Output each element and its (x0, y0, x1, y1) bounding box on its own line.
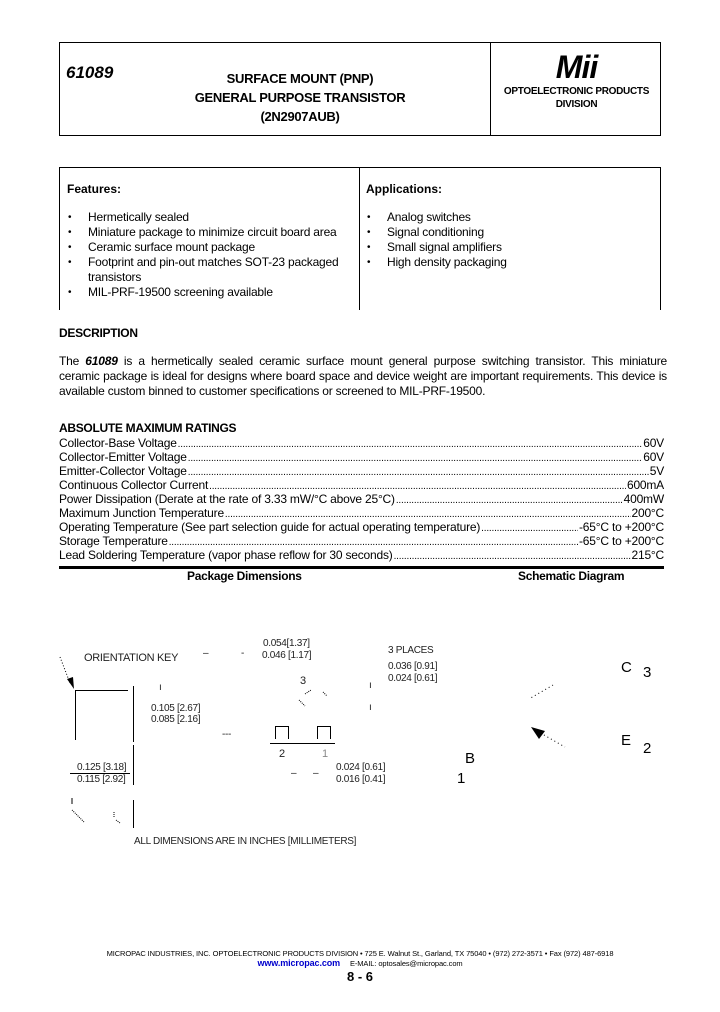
description-heading: DESCRIPTION (59, 326, 138, 340)
features-list (66, 210, 351, 300)
pad-1-outline (317, 726, 318, 739)
rating-row (59, 506, 664, 520)
collector-label: C (621, 659, 632, 676)
rating-label: Power Dissipation (Derate at the rate of 3.33 mW/°C above 25°C) (59, 492, 395, 506)
description-prefix: The (59, 354, 86, 368)
base-pin: 1 (457, 770, 466, 787)
applications-list (365, 210, 655, 270)
title-line-2: GENERAL PURPOSE TRANSISTOR (194, 90, 406, 105)
dim-arrow-left: – (203, 648, 209, 659)
emitter-pin: 2 (643, 740, 652, 757)
pad-1-outline (330, 726, 331, 739)
pin-3-label: 3 (300, 675, 306, 687)
ratings-heading: ABSOLUTE MAXIMUM RATINGS (59, 421, 237, 435)
rating-value: -65°C to +200°C (579, 520, 664, 534)
features-title: Features: (67, 182, 122, 196)
dim-height-max: 0.105 [2.67] (151, 703, 201, 714)
dim-top-max: 0.054[1.37] (263, 638, 310, 649)
applications-title: Applications: (366, 182, 443, 196)
feature-item: • Miniature package to minimize circuit board area (66, 225, 351, 240)
pin-1-label: 1 (322, 748, 328, 760)
collector-pin: 3 (643, 664, 652, 681)
dimensions-note: ALL DIMENSIONS ARE IN INCHES [MILLIMETERS] (134, 836, 357, 847)
title-line-3: (2N2907AUB) (260, 109, 340, 124)
package-base-line (270, 743, 335, 744)
rating-row (59, 492, 664, 506)
title-line-1: SURFACE MOUNT (PNP) (226, 71, 374, 86)
pad-2-outline (275, 726, 276, 739)
center-dash: --- (222, 729, 232, 740)
email-link[interactable]: optosales@micropac.com (378, 959, 463, 968)
rating-value: 200°C (631, 506, 664, 520)
logo-sub-line-2: DIVISION (555, 99, 598, 110)
leader-dots (396, 494, 623, 508)
rating-row (59, 478, 664, 492)
rating-value: 400mW (623, 492, 664, 506)
places-label: 3 PLACES (388, 645, 434, 656)
pad-2-outline (288, 726, 289, 739)
dim-width-max: 0.125 [3.18] (77, 762, 127, 773)
description-text (59, 354, 667, 399)
base-label: B (465, 750, 476, 767)
rating-row (59, 450, 664, 464)
package-outline-right-3 (133, 800, 134, 828)
pad-3-hatch-icon (295, 688, 335, 718)
rating-label: Collector-Base Voltage (59, 436, 177, 450)
company-logo (491, 43, 662, 135)
rating-value: 60V (643, 450, 664, 464)
logo-sub-line-1: OPTOELECTRONIC PRODUCTS (503, 86, 650, 97)
rating-label: Emitter-Collector Voltage (59, 464, 187, 478)
application-item: • High density packaging (365, 255, 655, 270)
document-title (155, 69, 445, 126)
part-number: 61089 (66, 63, 114, 82)
email-label: E-MAIL: (349, 959, 377, 968)
dim-width-min: 0.115 [2.92] (77, 774, 126, 785)
footer-contact (0, 958, 720, 968)
feature-item: • Hermetically sealed (66, 210, 351, 225)
rating-value: 600mA (626, 478, 664, 492)
application-item: • Signal conditioning (365, 225, 655, 240)
dim-pad-max: 0.036 [0.91] (388, 661, 438, 672)
features-divider (359, 168, 360, 310)
package-outline-right-2 (133, 745, 134, 785)
schematic-heading: Schematic Diagram (518, 569, 625, 583)
orientation-arrow-icon (58, 655, 82, 695)
package-outline-top (75, 690, 128, 691)
rating-label: Maximum Junction Temperature (59, 506, 224, 520)
rating-value: -65°C to +200°C (579, 534, 664, 548)
rating-label: Lead Soldering Temperature (vapor phase reflow for 30 seconds) (59, 548, 393, 562)
feature-item: • MIL-PRF-19500 screening available (66, 285, 351, 300)
application-item: • Small signal amplifiers (365, 240, 655, 255)
rating-label: Continuous Collector Current (59, 478, 209, 492)
rating-row (59, 520, 664, 534)
rating-row (59, 548, 664, 562)
dim-arrow-left: – (291, 768, 297, 779)
dim-gap-min: 0.016 [0.41] (336, 774, 386, 785)
rating-label: Storage Temperature (59, 534, 168, 548)
package-dimensions-heading: Package Dimensions (187, 569, 302, 583)
feature-item: • Footprint and pin-out matches SOT-23 packaged transistors (66, 255, 351, 285)
page-number: 8 - 6 (346, 969, 373, 984)
logo-mark: Mii (555, 49, 598, 85)
package-outline-left (75, 690, 76, 740)
pad-1-outline (317, 726, 331, 727)
leader-dots (394, 550, 631, 564)
leader-dots (188, 466, 649, 480)
dim-tick: ı (369, 702, 372, 713)
rating-value: 60V (643, 436, 664, 450)
pad-2-outline (275, 726, 289, 727)
ratings-table (59, 436, 664, 562)
pin-2-label: 2 (279, 748, 285, 760)
rating-row (59, 436, 664, 450)
corner-hatch-icon (70, 796, 130, 826)
dim-gap-max: 0.024 [0.61] (336, 762, 386, 773)
rating-row (59, 534, 664, 548)
leader-dots (188, 452, 643, 466)
feature-item: • Ceramic surface mount package (66, 240, 351, 255)
dim-height-min: 0.085 [2.16] (151, 714, 201, 725)
rating-label: Operating Temperature (See part selection guide for actual operating temperature) (59, 520, 481, 534)
dim-arrow-right: - (241, 648, 245, 659)
website-link[interactable]: www.micropac.com (257, 958, 341, 968)
package-outline-right (133, 686, 134, 742)
application-item: • Analog switches (365, 210, 655, 225)
transistor-symbol-icon (525, 675, 585, 755)
leader-dots (481, 522, 578, 536)
header-box (59, 42, 661, 136)
dim-arrow-right: – (313, 768, 319, 779)
rating-label: Collector-Emitter Voltage (59, 450, 187, 464)
rating-value: 215°C (631, 548, 664, 562)
dim-pad-min: 0.024 [0.61] (388, 673, 438, 684)
rating-row (59, 464, 664, 478)
dim-tick: ı (369, 680, 372, 691)
rating-value: 5V (649, 464, 664, 478)
footer-address: MICROPAC INDUSTRIES, INC. OPTOELECTRONIC PRODUCTS DIVISION • 725 E. Walnut St., Garland, TX 75040 • (972) 272-3571 • Fax (972) 487-6918 (106, 949, 614, 958)
description-body: is a hermetically sealed ceramic surface mount general purpose switching transistor. This miniature ceramic package is ideal for designs where board space and device weight are important requirements. This device is available custom binned to customer specifications or screened to MIL-PRF-19500. (59, 354, 667, 398)
description-part-ref: 61089 (85, 354, 118, 368)
orientation-key-label: ORIENTATION KEY (84, 652, 179, 664)
dim-tick: ı (159, 682, 162, 693)
dim-top-min: 0.046 [1.17] (262, 650, 312, 661)
emitter-label: E (621, 732, 632, 749)
leader-dots (178, 438, 643, 452)
features-applications-box (59, 167, 661, 310)
